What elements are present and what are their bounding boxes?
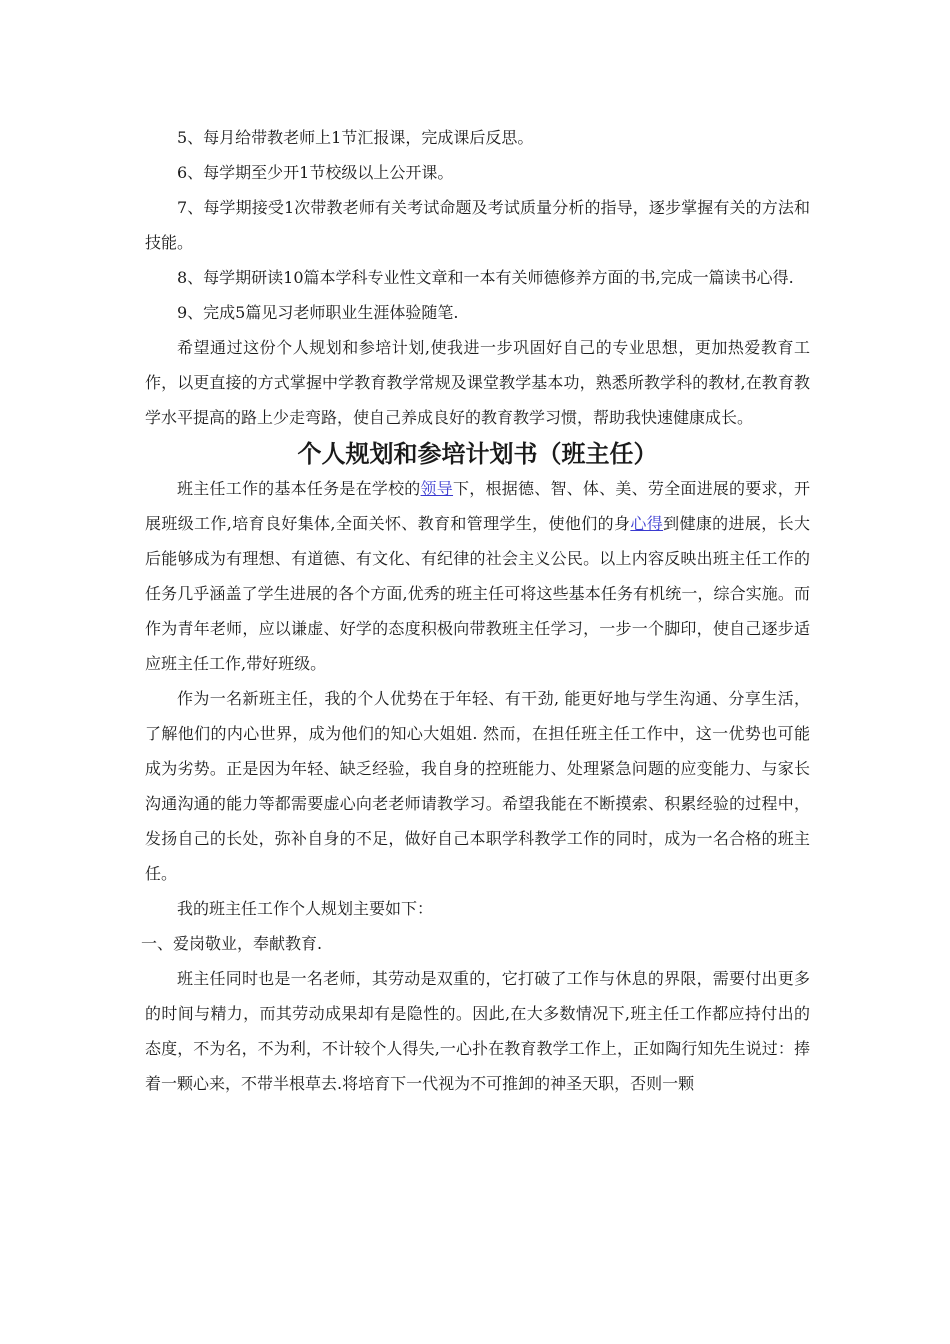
intro-text-1: 班主任工作的基本任务是在学校的 — [177, 479, 421, 498]
document-body — [141, 120, 810, 1101]
link-xinde[interactable]: 心得 — [630, 514, 664, 533]
list-item-7: 7、每学期接受1次带教老师有关考试命题及考试质量分析的指导，逐步掌握有关的方法和技能。 — [145, 198, 810, 252]
strengths-paragraph: 作为一名新班主任，我的个人优势在于年轻、有干劲, 能更好地与学生沟通、分享生活，了解他们的内心世界，成为他们的知心大姐姐. 然而，在担任班主任工作中，这一优势也可能成为劣势。正是因为年轻、缺乏经验，我自身的控班能力、处理紧急问题的应变能力、与家长沟通沟通的能力等都需要虚心向老老师请教学习。希望我能在不断摸索、积累经验的过程中，发扬自己的长处，弥补自身的不足，做好自己本职学科教学工作的同时，成为一名合格的班主任。 — [145, 689, 810, 883]
dedication-paragraph: 班主任同时也是一名老师，其劳动是双重的，它打破了工作与休息的界限，需要付出更多的时间与精力，而其劳动成果却有是隐性的。因此,在大多数情况下,班主任工作都应持付出的态度，不为名，不为利，不计较个人得失,一心扑在教育教学工作上，正如陶行知先生说过：捧着一颗心来，不带半根草去.将培育下一代视为不可推卸的神圣天职，否则一颗 — [145, 969, 810, 1093]
plan-intro-paragraph: 我的班主任工作个人规划主要如下： — [177, 899, 434, 918]
subheading-dedication: 一、爱岗敬业，奉献教育. — [141, 934, 323, 953]
link-leadership[interactable]: 领导 — [420, 479, 454, 498]
closing-paragraph: 希望通过这份个人规划和参培计划,使我进一步巩固好自己的专业思想，更加热爱教育工作，以更直接的方式掌握中学教育教学常规及课堂教学基本功，熟悉所教学科的教材,在教育教学水平提高的路上少走弯路，使自己养成良好的教育教学习惯，帮助我快速健康成长。 — [145, 338, 810, 427]
list-item-8: 8、每学期研读10篇本学科专业性文章和一本有关师德修养方面的书,完成一篇读书心得. — [177, 268, 794, 287]
list-item-9: 9、完成5篇见习老师职业生涯体验随笔. — [177, 303, 459, 322]
intro-text-2: 下，根据德、智、体、美、劳全面进展的要求，开展班级工作,培育良好集体,全面关怀、教育和管理学生，使他们的身 — [145, 479, 810, 533]
intro-text-3: 到健康的进展，长大后能够成为有理想、有道德、有文化、有纪律的社会主义公民。以上内容反映出班主任工作的任务几乎涵盖了学生进展的各个方面,优秀的班主任可将这些基本任务有机统一，综合实施。而作为青年老师，应以谦虚、好学的态度积极向带教班主任学习，一步一个脚印，使自己逐步适应班主任工作,带好班级。 — [145, 514, 810, 673]
section-title: 个人规划和参培计划书（班主任） — [297, 440, 658, 468]
list-item-5: 5、每月给带教老师上1节汇报课，完成课后反思。 — [177, 128, 534, 147]
list-item-6: 6、每学期至少开1节校级以上公开课。 — [177, 163, 454, 182]
intro-paragraph — [145, 471, 810, 681]
